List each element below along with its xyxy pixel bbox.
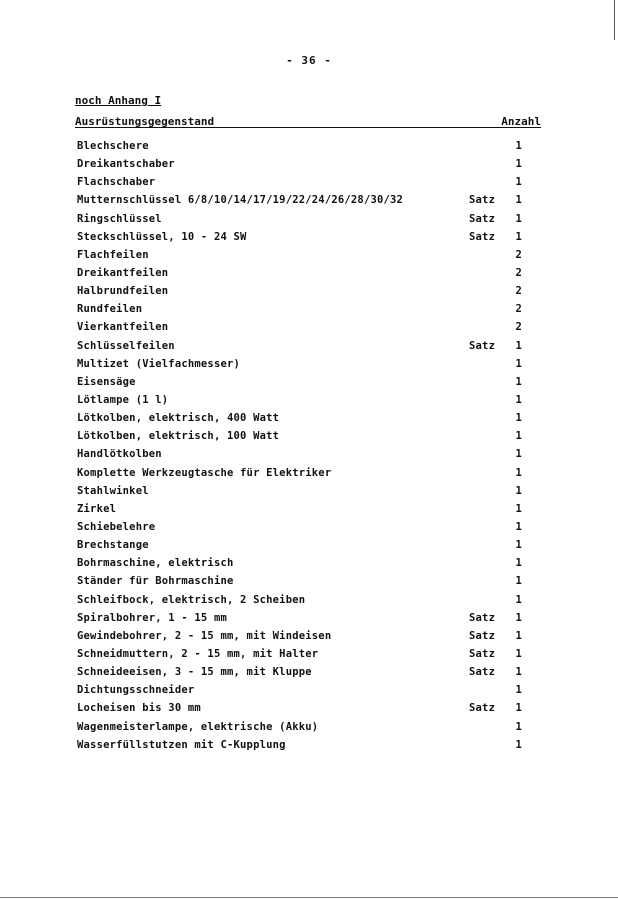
table-row — [77, 720, 527, 738]
table-row — [77, 139, 527, 157]
row-item: Ringschlüssel — [77, 212, 162, 225]
table-row — [77, 484, 527, 502]
row-unit: Satz — [469, 339, 496, 352]
row-item: Komplette Werkzeugtasche für Elektriker — [77, 466, 332, 479]
row-unit: Satz — [469, 212, 496, 225]
row-item: Flachfeilen — [77, 248, 149, 261]
row-quantity: 1 — [515, 194, 522, 207]
row-unit: Satz — [469, 666, 496, 679]
table-row — [77, 502, 527, 520]
row-item: Zirkel — [77, 502, 117, 515]
table-row — [77, 248, 527, 266]
row-item: Multizet (Vielfachmesser) — [77, 357, 241, 370]
table-row — [77, 193, 527, 211]
row-quantity: 1 — [515, 666, 522, 679]
row-quantity: 1 — [515, 375, 522, 388]
row-unit: Satz — [469, 194, 496, 207]
table-row — [77, 393, 527, 411]
row-quantity: 1 — [515, 738, 522, 751]
row-item: Wasserfüllstutzen mit C-Kupplung — [77, 738, 286, 751]
row-item: Bohrmaschine, elektrisch — [77, 557, 234, 570]
row-item: Dreikantschaber — [77, 158, 175, 171]
scan-bottom-line — [0, 897, 618, 898]
row-item: Lötkolben, elektrisch, 400 Watt — [77, 412, 280, 425]
row-item: Schiebelehre — [77, 520, 156, 533]
row-item: Steckschlüssel, 10 - 24 SW — [77, 230, 247, 243]
table-row — [77, 647, 527, 665]
table-row — [77, 266, 527, 284]
row-quantity: 1 — [515, 466, 522, 479]
row-item: Blechschere — [77, 140, 149, 152]
row-quantity: 2 — [515, 285, 522, 298]
table-row — [77, 447, 527, 465]
table-row — [77, 466, 527, 484]
table-row — [77, 230, 527, 248]
row-quantity: 1 — [515, 647, 522, 660]
table-row — [77, 411, 527, 429]
row-quantity: 1 — [515, 339, 522, 352]
row-quantity: 1 — [515, 702, 522, 715]
column-header-count: Anzahl — [501, 115, 541, 128]
table-row — [77, 357, 527, 375]
row-item: Schneidmuttern, 2 - 15 mm, mit Halter — [77, 647, 319, 660]
row-quantity: 1 — [515, 539, 522, 552]
row-item: Lötlampe (1 l) — [77, 393, 169, 406]
row-item: Rundfeilen — [77, 303, 143, 316]
row-item: Handlötkolben — [77, 448, 162, 461]
table-row — [77, 520, 527, 538]
row-item: Vierkantfeilen — [77, 321, 169, 334]
row-item: Locheisen bis 30 mm — [77, 702, 201, 715]
table-row — [77, 538, 527, 556]
table-row — [77, 320, 527, 338]
row-quantity: 1 — [515, 158, 522, 171]
row-item: Gewindebohrer, 2 - 15 mm, mit Windeisen — [77, 629, 332, 642]
table-row — [77, 429, 527, 447]
row-quantity: 1 — [515, 520, 522, 533]
row-item: Dreikantfeilen — [77, 266, 169, 279]
section-heading: noch Anhang I — [75, 94, 162, 107]
row-quantity: 2 — [515, 303, 522, 316]
row-quantity: 1 — [515, 393, 522, 406]
row-quantity: 1 — [515, 357, 522, 370]
row-quantity: 1 — [515, 593, 522, 606]
row-quantity: 2 — [515, 321, 522, 334]
row-unit: Satz — [469, 647, 496, 660]
row-item: Schleifbock, elektrisch, 2 Scheiben — [77, 593, 306, 606]
row-quantity: 1 — [515, 412, 522, 425]
table-row — [77, 556, 527, 574]
row-quantity: 1 — [515, 430, 522, 443]
row-item: Dichtungsschneider — [77, 684, 195, 697]
scan-edge-line — [614, 0, 615, 40]
row-unit: Satz — [469, 702, 496, 715]
row-item: Lötkolben, elektrisch, 100 Watt — [77, 430, 280, 443]
header-rule — [75, 127, 541, 128]
row-item: Stahlwinkel — [77, 484, 149, 497]
row-quantity: 1 — [515, 212, 522, 225]
row-unit: Satz — [469, 611, 496, 624]
row-item: Halbrundfeilen — [77, 285, 169, 298]
row-quantity: 1 — [515, 611, 522, 624]
table-row — [77, 701, 527, 719]
table-row — [77, 339, 527, 357]
row-quantity: 1 — [515, 140, 522, 152]
table-row — [77, 212, 527, 230]
row-item: Brechstange — [77, 539, 149, 552]
page-number: - 36 - — [286, 54, 332, 67]
row-unit: Satz — [469, 230, 496, 243]
table-row — [77, 683, 527, 701]
column-header-item: Ausrüstungsgegenstand — [75, 115, 215, 128]
row-item: Wagenmeisterlampe, elektrische (Akku) — [77, 720, 319, 733]
table-row — [77, 574, 527, 592]
table-row — [77, 611, 527, 629]
row-quantity: 1 — [515, 557, 522, 570]
table-row — [77, 375, 527, 393]
row-quantity: 2 — [515, 266, 522, 279]
table-row — [77, 665, 527, 683]
row-quantity: 1 — [515, 176, 522, 189]
table-row — [77, 738, 527, 756]
row-item: Spiralbohrer, 1 - 15 mm — [77, 611, 227, 624]
row-quantity: 1 — [515, 448, 522, 461]
table-row — [77, 175, 527, 193]
row-quantity: 1 — [515, 575, 522, 588]
row-item: Flachschaber — [77, 176, 156, 189]
row-quantity: 1 — [515, 629, 522, 642]
row-item: Schneideeisen, 3 - 15 mm, mit Kluppe — [77, 666, 312, 679]
row-unit: Satz — [469, 629, 496, 642]
table-row — [77, 157, 527, 175]
table-row — [77, 629, 527, 647]
row-quantity: 1 — [515, 484, 522, 497]
row-quantity: 1 — [515, 502, 522, 515]
row-quantity: 2 — [515, 248, 522, 261]
row-item: Schlüsselfeilen — [77, 339, 175, 352]
row-item: Eisensäge — [77, 375, 136, 388]
row-quantity: 1 — [515, 684, 522, 697]
row-item: Mutternschlüssel 6/8/10/14/17/19/22/24/26/28/30/32 — [77, 194, 404, 207]
table-row — [77, 593, 527, 611]
row-quantity: 1 — [515, 230, 522, 243]
row-quantity: 1 — [515, 720, 522, 733]
equipment-list — [77, 139, 527, 756]
row-item: Ständer für Bohrmaschine — [77, 575, 234, 588]
table-row — [77, 302, 527, 320]
table-row — [77, 284, 527, 302]
